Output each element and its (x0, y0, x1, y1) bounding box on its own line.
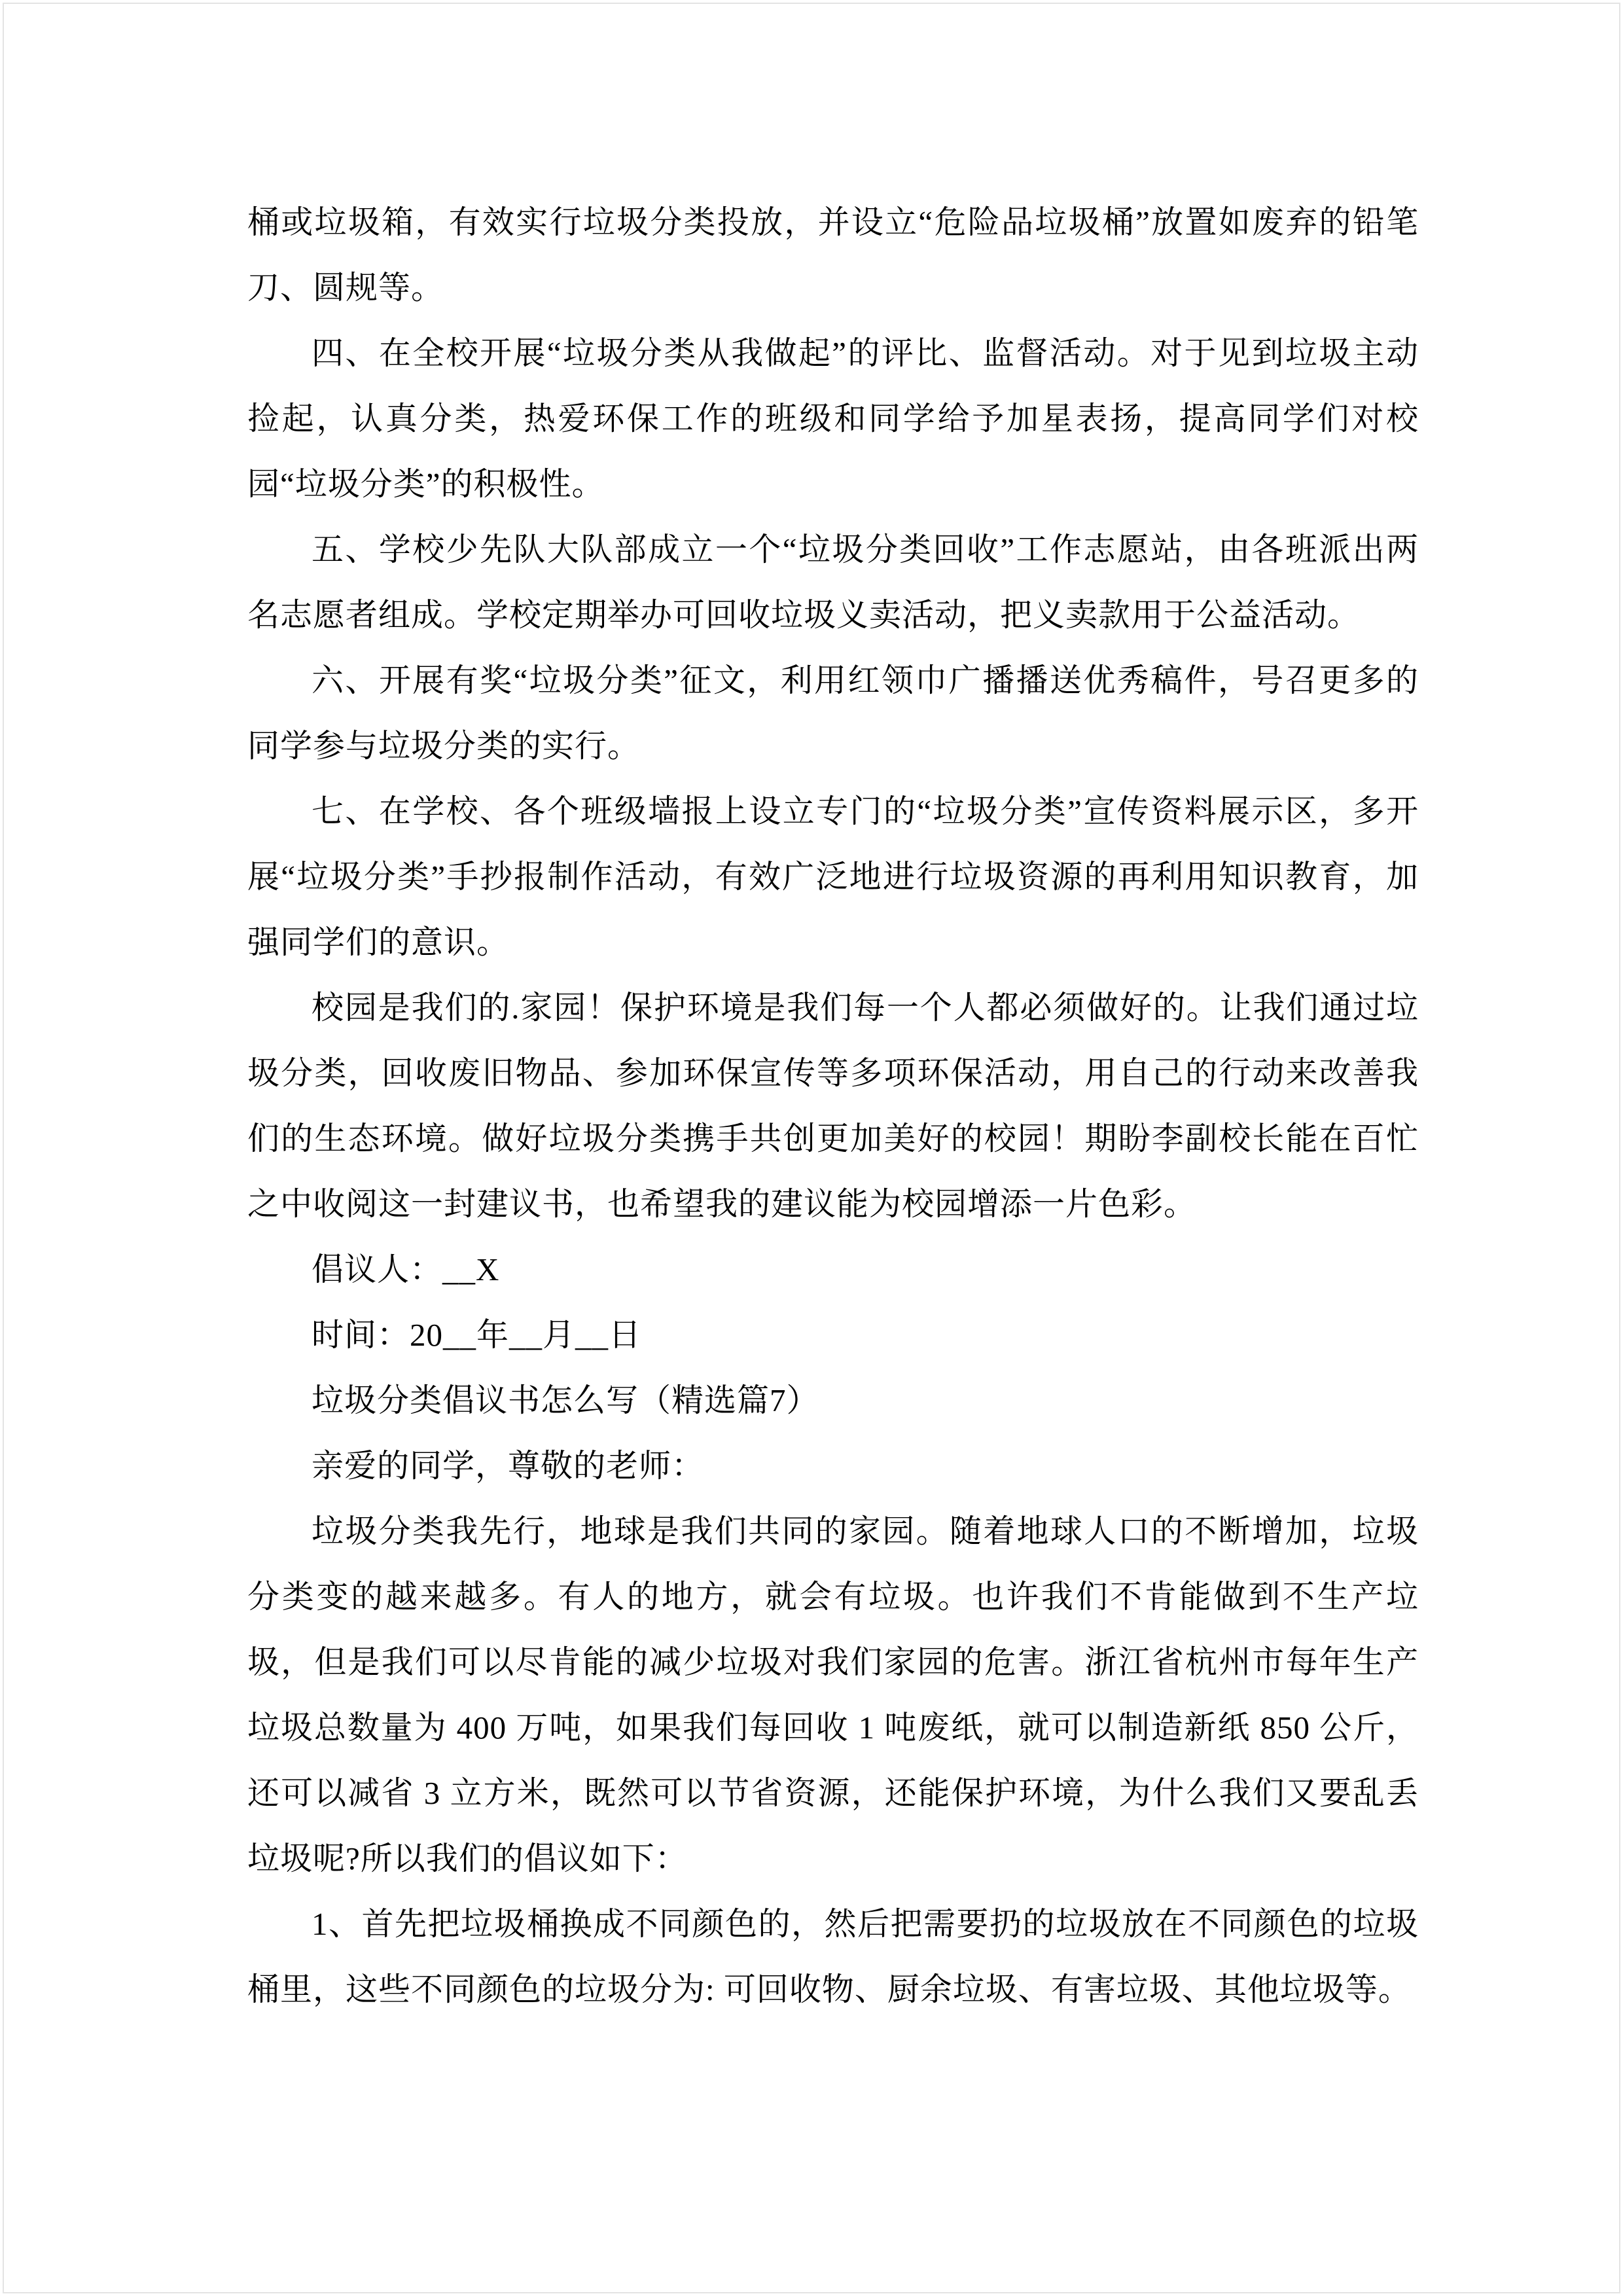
paragraph-item-one: 1、首先把垃圾桶换成不同颜色的，然后把需要扔的垃圾放在不同颜色的垃圾桶里，这些不同颜色的垃圾分为: 可回收物、厨余垃圾、有害垃圾、其他垃圾等。 (247, 1906, 1419, 2007)
paragraph-intro: 垃圾分类我先行，地球是我们共同的家园。随着地球人口的不断增加，垃圾分类变的越来越多。有人的地方，就会有垃圾。也许我们不肯能做到不生产垃圾，但是我们可以尽肯能的减少垃圾对我们家园的危害。浙江省杭州市每年生产垃圾总数量为 400 万吨，如果我们每回收 1 吨废纸，就可以制造新纸 850 公斤，还可以减省 3 立方米，既然可以节省资源，还能保护环境，为什么我们又要乱丢垃圾呢?所以我们的倡议如下： (247, 1513, 1419, 1876)
paragraph-item-four: 四、在全校开展“垃圾分类从我做起”的评比、监督活动。对于见到垃圾主动捡起，认真分类，热爱环保工作的班级和同学给予加星表扬，提高同学们对校园“垃圾分类”的积极性。 (247, 335, 1419, 502)
paragraph-item-six: 六、开展有奖“垃圾分类”征文，利用红领巾广播播送优秀稿件，号召更多的同学参与垃圾分类的实行。 (247, 662, 1419, 764)
paragraph-closing: 校园是我们的.家园！保护环境是我们每一个人都必须做好的。让我们通过垃圾分类，回收废旧物品、参加环保宣传等多项环保活动，用自己的行动来改善我们的生态环境。做好垃圾分类携手共创更加美好的校园！期盼李副校长能在百忙之中收阅这一封建议书，也希望我的建议能为校园增添一片色彩。 (247, 990, 1419, 1222)
paragraph-date-line: 时间：20__年__月__日 (312, 1317, 642, 1353)
paragraph-section-title: 垃圾分类倡议书怎么写（精选篇7） (312, 1382, 819, 1418)
paragraph-item-five: 五、学校少先队大队部成立一个“垃圾分类回收”工作志愿站，由各班派出两名志愿者组成。学校定期举办可回收垃圾义卖活动，把义卖款用于公益活动。 (247, 531, 1419, 633)
paragraph-proposer-signature: 倡议人：__X (312, 1251, 500, 1287)
document-body (247, 190, 1419, 2022)
paragraph-continuation: 桶或垃圾箱，有效实行垃圾分类投放，并设立“危险品垃圾桶”放置如废弃的铅笔刀、圆规等。 (247, 204, 1419, 306)
paragraph-item-seven: 七、在学校、各个班级墙报上设立专门的“垃圾分类”宣传资料展示区，多开展“垃圾分类”手抄报制作活动，有效广泛地进行垃圾资源的再利用知识教育，加强同学们的意识。 (247, 793, 1419, 960)
paragraph-salutation: 亲爱的同学，尊敬的老师： (312, 1448, 705, 1484)
